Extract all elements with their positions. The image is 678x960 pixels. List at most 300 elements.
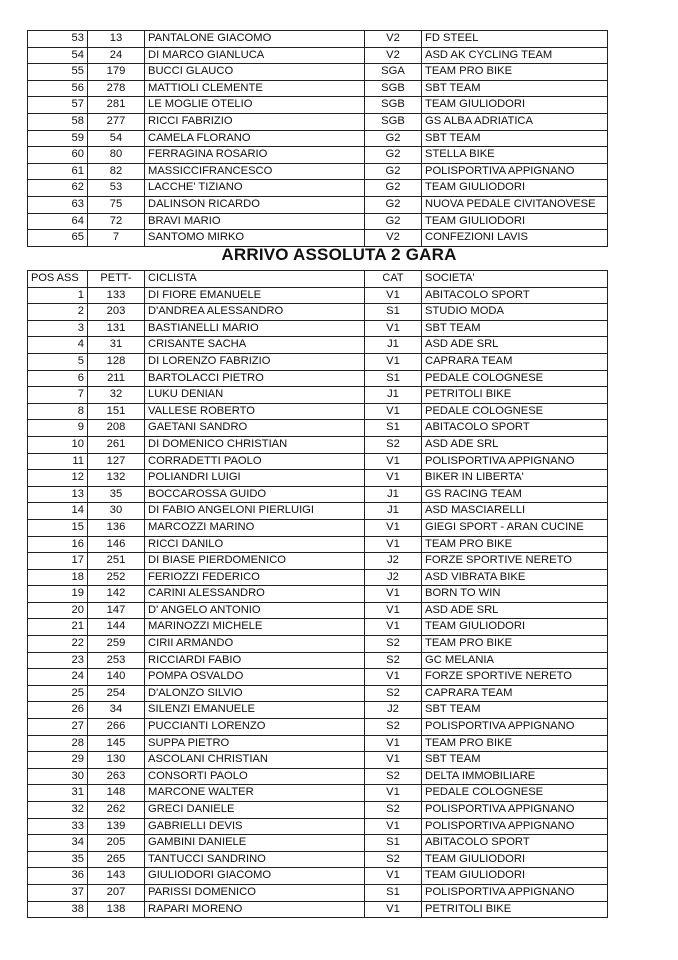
table-row bbox=[28, 453, 608, 470]
cell-category: S2 bbox=[365, 652, 422, 669]
cell-position: 12 bbox=[28, 470, 88, 487]
cell-position: 38 bbox=[28, 901, 88, 918]
cell-bib-number: 136 bbox=[88, 519, 145, 536]
cell-category: V1 bbox=[365, 353, 422, 370]
cell-category: V1 bbox=[365, 901, 422, 918]
cell-category: V1 bbox=[365, 519, 422, 536]
cell-position: 22 bbox=[28, 636, 88, 653]
table-row bbox=[28, 851, 608, 868]
results-table-previous bbox=[27, 30, 608, 247]
cell-team: FORZE SPORTIVE NERETO bbox=[422, 669, 608, 686]
cell-rider-name: ASCOLANI CHRISTIAN bbox=[145, 752, 365, 769]
cell-team: TEAM GIULIODORI bbox=[422, 180, 608, 197]
cell-position: 1 bbox=[28, 287, 88, 304]
cell-bib-number: 148 bbox=[88, 785, 145, 802]
cell-team: DELTA IMMOBILIARE bbox=[422, 768, 608, 785]
cell-position: 64 bbox=[28, 213, 88, 230]
table-row bbox=[28, 569, 608, 586]
cell-team: TEAM GIULIODORI bbox=[422, 851, 608, 868]
cell-position: 63 bbox=[28, 196, 88, 213]
cell-rider-name: BOCCAROSSA GUIDO bbox=[145, 486, 365, 503]
cell-category: J2 bbox=[365, 569, 422, 586]
table-row bbox=[28, 685, 608, 702]
cell-position: 23 bbox=[28, 652, 88, 669]
cell-bib-number: 35 bbox=[88, 486, 145, 503]
cell-position: 60 bbox=[28, 147, 88, 164]
cell-rider-name: PANTALONE GIACOMO bbox=[145, 31, 365, 48]
cell-position: 36 bbox=[28, 868, 88, 885]
table-row bbox=[28, 213, 608, 230]
table-row bbox=[28, 536, 608, 553]
table-row bbox=[28, 503, 608, 520]
cell-team: POLISPORTIVA APPIGNANO bbox=[422, 802, 608, 819]
cell-team: STUDIO MODA bbox=[422, 304, 608, 321]
table-row bbox=[28, 436, 608, 453]
cell-position: 27 bbox=[28, 719, 88, 736]
cell-team: FORZE SPORTIVE NERETO bbox=[422, 553, 608, 570]
table-row bbox=[28, 320, 608, 337]
cell-category: SGB bbox=[365, 97, 422, 114]
table-row bbox=[28, 586, 608, 603]
table-row bbox=[28, 735, 608, 752]
cell-category: S2 bbox=[365, 851, 422, 868]
table-row bbox=[28, 636, 608, 653]
cell-bib-number: 130 bbox=[88, 752, 145, 769]
cell-team: PETRITOLI BIKE bbox=[422, 387, 608, 404]
cell-position: 26 bbox=[28, 702, 88, 719]
cell-bib-number: 151 bbox=[88, 403, 145, 420]
cell-bib-number: 140 bbox=[88, 669, 145, 686]
cell-rider-name: DI MARCO GIANLUCA bbox=[145, 47, 365, 64]
table-row bbox=[28, 420, 608, 437]
cell-category: V1 bbox=[365, 586, 422, 603]
cell-category: G2 bbox=[365, 213, 422, 230]
cell-position: 14 bbox=[28, 503, 88, 520]
header-name: CICLISTA bbox=[145, 271, 365, 288]
cell-position: 59 bbox=[28, 130, 88, 147]
cell-position: 65 bbox=[28, 230, 88, 247]
table-row bbox=[28, 370, 608, 387]
cell-position: 24 bbox=[28, 669, 88, 686]
cell-bib-number: 139 bbox=[88, 818, 145, 835]
cell-team: SBT TEAM bbox=[422, 130, 608, 147]
cell-position: 29 bbox=[28, 752, 88, 769]
cell-rider-name: BRAVI MARIO bbox=[145, 213, 365, 230]
cell-position: 62 bbox=[28, 180, 88, 197]
cell-position: 61 bbox=[28, 163, 88, 180]
cell-bib-number: 146 bbox=[88, 536, 145, 553]
table-row bbox=[28, 337, 608, 354]
cell-category: G2 bbox=[365, 147, 422, 164]
cell-position: 9 bbox=[28, 420, 88, 437]
cell-category: J2 bbox=[365, 702, 422, 719]
cell-rider-name: SANTOMO MIRKO bbox=[145, 230, 365, 247]
cell-rider-name: SILENZI EMANUELE bbox=[145, 702, 365, 719]
cell-category: SGA bbox=[365, 64, 422, 81]
cell-bib-number: 138 bbox=[88, 901, 145, 918]
cell-bib-number: 7 bbox=[88, 230, 145, 247]
table-row bbox=[28, 602, 608, 619]
cell-rider-name: D'ALONZO SILVIO bbox=[145, 685, 365, 702]
cell-bib-number: 145 bbox=[88, 735, 145, 752]
cell-position: 31 bbox=[28, 785, 88, 802]
cell-team: ASD VIBRATA BIKE bbox=[422, 569, 608, 586]
table-row bbox=[28, 304, 608, 321]
cell-bib-number: 208 bbox=[88, 420, 145, 437]
table-row bbox=[28, 486, 608, 503]
cell-rider-name: POLIANDRI LUIGI bbox=[145, 470, 365, 487]
cell-position: 21 bbox=[28, 619, 88, 636]
cell-category: V1 bbox=[365, 453, 422, 470]
cell-team: TEAM PRO BIKE bbox=[422, 536, 608, 553]
table-row bbox=[28, 835, 608, 852]
cell-team: CAPRARA TEAM bbox=[422, 685, 608, 702]
table-row bbox=[28, 80, 608, 97]
cell-team: TEAM GIULIODORI bbox=[422, 97, 608, 114]
table-row bbox=[28, 901, 608, 918]
cell-team: ABITACOLO SPORT bbox=[422, 835, 608, 852]
header-cat: CAT bbox=[365, 271, 422, 288]
cell-category: V1 bbox=[365, 470, 422, 487]
cell-rider-name: LUKU DENIAN bbox=[145, 387, 365, 404]
cell-team: NUOVA PEDALE CIVITANOVESE bbox=[422, 196, 608, 213]
cell-position: 11 bbox=[28, 453, 88, 470]
cell-category: V1 bbox=[365, 403, 422, 420]
cell-team: TEAM GIULIODORI bbox=[422, 213, 608, 230]
cell-rider-name: PARISSI DOMENICO bbox=[145, 884, 365, 901]
cell-category: V1 bbox=[365, 287, 422, 304]
cell-rider-name: POMPA OSVALDO bbox=[145, 669, 365, 686]
cell-bib-number: 72 bbox=[88, 213, 145, 230]
cell-bib-number: 75 bbox=[88, 196, 145, 213]
cell-category: S2 bbox=[365, 636, 422, 653]
cell-rider-name: DI FABIO ANGELONI PIERLUIGI bbox=[145, 503, 365, 520]
table-row bbox=[28, 785, 608, 802]
cell-rider-name: D' ANGELO ANTONIO bbox=[145, 602, 365, 619]
cell-bib-number: 54 bbox=[88, 130, 145, 147]
cell-team: POLISPORTIVA APPIGNANO bbox=[422, 163, 608, 180]
cell-team: SBT TEAM bbox=[422, 80, 608, 97]
cell-bib-number: 277 bbox=[88, 113, 145, 130]
table-row bbox=[28, 196, 608, 213]
cell-rider-name: BUCCI GLAUCO bbox=[145, 64, 365, 81]
cell-bib-number: 251 bbox=[88, 553, 145, 570]
cell-position: 30 bbox=[28, 768, 88, 785]
cell-position: 58 bbox=[28, 113, 88, 130]
cell-team: PETRITOLI BIKE bbox=[422, 901, 608, 918]
cell-bib-number: 13 bbox=[88, 31, 145, 48]
cell-rider-name: CRISANTE SACHA bbox=[145, 337, 365, 354]
cell-bib-number: 253 bbox=[88, 652, 145, 669]
cell-category: V2 bbox=[365, 47, 422, 64]
cell-category: V1 bbox=[365, 735, 422, 752]
cell-rider-name: DI LORENZO FABRIZIO bbox=[145, 353, 365, 370]
table-row bbox=[28, 180, 608, 197]
cell-category: J1 bbox=[365, 486, 422, 503]
cell-team: TEAM GIULIODORI bbox=[422, 619, 608, 636]
cell-rider-name: RICCI DANILO bbox=[145, 536, 365, 553]
cell-rider-name: DI DOMENICO CHRISTIAN bbox=[145, 436, 365, 453]
table-row bbox=[28, 519, 608, 536]
table-row bbox=[28, 130, 608, 147]
cell-bib-number: 31 bbox=[88, 337, 145, 354]
cell-category: S2 bbox=[365, 436, 422, 453]
table-row bbox=[28, 802, 608, 819]
table-row bbox=[28, 230, 608, 247]
results-table-arrivo-assoluta bbox=[27, 270, 608, 918]
cell-category: V2 bbox=[365, 31, 422, 48]
cell-position: 28 bbox=[28, 735, 88, 752]
cell-bib-number: 205 bbox=[88, 835, 145, 852]
table-row bbox=[28, 113, 608, 130]
cell-bib-number: 278 bbox=[88, 80, 145, 97]
cell-team: POLISPORTIVA APPIGNANO bbox=[422, 884, 608, 901]
cell-bib-number: 128 bbox=[88, 353, 145, 370]
cell-position: 13 bbox=[28, 486, 88, 503]
cell-bib-number: 143 bbox=[88, 868, 145, 885]
cell-position: 6 bbox=[28, 370, 88, 387]
cell-bib-number: 254 bbox=[88, 685, 145, 702]
cell-bib-number: 265 bbox=[88, 851, 145, 868]
cell-team: SBT TEAM bbox=[422, 320, 608, 337]
cell-team: PEDALE COLOGNESE bbox=[422, 785, 608, 802]
cell-category: J1 bbox=[365, 503, 422, 520]
cell-position: 34 bbox=[28, 835, 88, 852]
cell-bib-number: 207 bbox=[88, 884, 145, 901]
cell-rider-name: CAMELA FLORANO bbox=[145, 130, 365, 147]
cell-team: SBT TEAM bbox=[422, 702, 608, 719]
cell-rider-name: MARCONE WALTER bbox=[145, 785, 365, 802]
table-row bbox=[28, 287, 608, 304]
cell-category: V1 bbox=[365, 320, 422, 337]
cell-rider-name: SUPPA PIETRO bbox=[145, 735, 365, 752]
cell-category: G2 bbox=[365, 130, 422, 147]
cell-rider-name: FERIOZZI FEDERICO bbox=[145, 569, 365, 586]
cell-rider-name: MASSICCIFRANCESCO bbox=[145, 163, 365, 180]
cell-position: 25 bbox=[28, 685, 88, 702]
cell-category: V1 bbox=[365, 785, 422, 802]
cell-rider-name: DI BIASE PIERDOMENICO bbox=[145, 553, 365, 570]
cell-bib-number: 263 bbox=[88, 768, 145, 785]
cell-position: 4 bbox=[28, 337, 88, 354]
cell-bib-number: 82 bbox=[88, 163, 145, 180]
cell-rider-name: RAPARI MORENO bbox=[145, 901, 365, 918]
cell-category: V1 bbox=[365, 602, 422, 619]
cell-position: 55 bbox=[28, 64, 88, 81]
cell-position: 20 bbox=[28, 602, 88, 619]
cell-category: G2 bbox=[365, 196, 422, 213]
cell-rider-name: LE MOGLIE OTELIO bbox=[145, 97, 365, 114]
cell-team: TEAM PRO BIKE bbox=[422, 64, 608, 81]
cell-team: PEDALE COLOGNESE bbox=[422, 370, 608, 387]
cell-position: 53 bbox=[28, 31, 88, 48]
cell-rider-name: MARINOZZI MICHELE bbox=[145, 619, 365, 636]
cell-team: TEAM GIULIODORI bbox=[422, 868, 608, 885]
table-row bbox=[28, 818, 608, 835]
cell-rider-name: GAETANI SANDRO bbox=[145, 420, 365, 437]
cell-team: CAPRARA TEAM bbox=[422, 353, 608, 370]
cell-position: 57 bbox=[28, 97, 88, 114]
cell-team: STELLA BIKE bbox=[422, 147, 608, 164]
cell-bib-number: 132 bbox=[88, 470, 145, 487]
table-row bbox=[28, 163, 608, 180]
cell-category: V1 bbox=[365, 752, 422, 769]
cell-team: POLISPORTIVA APPIGNANO bbox=[422, 818, 608, 835]
cell-rider-name: BARTOLACCI PIETRO bbox=[145, 370, 365, 387]
cell-rider-name: MATTIOLI CLEMENTE bbox=[145, 80, 365, 97]
cell-category: S2 bbox=[365, 768, 422, 785]
cell-rider-name: TANTUCCI SANDRINO bbox=[145, 851, 365, 868]
cell-category: V1 bbox=[365, 536, 422, 553]
cell-bib-number: 252 bbox=[88, 569, 145, 586]
cell-team: ASD ADE SRL bbox=[422, 337, 608, 354]
cell-rider-name: PUCCIANTI LORENZO bbox=[145, 719, 365, 736]
cell-position: 33 bbox=[28, 818, 88, 835]
table-row bbox=[28, 470, 608, 487]
cell-category: SGB bbox=[365, 113, 422, 130]
header-pos: POS ASS bbox=[28, 271, 88, 288]
cell-bib-number: 127 bbox=[88, 453, 145, 470]
cell-position: 54 bbox=[28, 47, 88, 64]
cell-rider-name: GIULIODORI GIACOMO bbox=[145, 868, 365, 885]
table-row bbox=[28, 619, 608, 636]
cell-rider-name: MARCOZZI MARINO bbox=[145, 519, 365, 536]
cell-bib-number: 131 bbox=[88, 320, 145, 337]
cell-category: S1 bbox=[365, 370, 422, 387]
table-row bbox=[28, 64, 608, 81]
table-row bbox=[28, 669, 608, 686]
cell-rider-name: VALLESE ROBERTO bbox=[145, 403, 365, 420]
table-row bbox=[28, 752, 608, 769]
cell-category: V1 bbox=[365, 669, 422, 686]
cell-category: J1 bbox=[365, 337, 422, 354]
table-row bbox=[28, 31, 608, 48]
table-row bbox=[28, 884, 608, 901]
cell-rider-name: GRECI DANIELE bbox=[145, 802, 365, 819]
cell-position: 37 bbox=[28, 884, 88, 901]
table-row bbox=[28, 702, 608, 719]
cell-bib-number: 53 bbox=[88, 180, 145, 197]
cell-position: 7 bbox=[28, 387, 88, 404]
cell-category: V1 bbox=[365, 619, 422, 636]
cell-category: J2 bbox=[365, 553, 422, 570]
cell-position: 16 bbox=[28, 536, 88, 553]
cell-team: FD STEEL bbox=[422, 31, 608, 48]
cell-category: J1 bbox=[365, 387, 422, 404]
cell-team: POLISPORTIVA APPIGNANO bbox=[422, 719, 608, 736]
header-soc: SOCIETA' bbox=[422, 271, 608, 288]
cell-bib-number: 144 bbox=[88, 619, 145, 636]
cell-bib-number: 262 bbox=[88, 802, 145, 819]
cell-team: BORN TO WIN bbox=[422, 586, 608, 603]
cell-team: ABITACOLO SPORT bbox=[422, 420, 608, 437]
table-row bbox=[28, 387, 608, 404]
cell-position: 15 bbox=[28, 519, 88, 536]
cell-bib-number: 259 bbox=[88, 636, 145, 653]
table-row bbox=[28, 553, 608, 570]
cell-bib-number: 34 bbox=[88, 702, 145, 719]
cell-rider-name: BASTIANELLI MARIO bbox=[145, 320, 365, 337]
cell-position: 17 bbox=[28, 553, 88, 570]
cell-team: ASD ADE SRL bbox=[422, 436, 608, 453]
cell-rider-name: FERRAGINA ROSARIO bbox=[145, 147, 365, 164]
cell-category: G2 bbox=[365, 180, 422, 197]
cell-rider-name: GAMBINI DANIELE bbox=[145, 835, 365, 852]
table-row bbox=[28, 868, 608, 885]
cell-position: 3 bbox=[28, 320, 88, 337]
table-row bbox=[28, 353, 608, 370]
table-header-row bbox=[28, 271, 608, 288]
cell-position: 10 bbox=[28, 436, 88, 453]
cell-position: 5 bbox=[28, 353, 88, 370]
cell-bib-number: 142 bbox=[88, 586, 145, 603]
cell-position: 8 bbox=[28, 403, 88, 420]
table-row bbox=[28, 97, 608, 114]
table-row bbox=[28, 768, 608, 785]
cell-category: V2 bbox=[365, 230, 422, 247]
table-row bbox=[28, 652, 608, 669]
cell-position: 32 bbox=[28, 802, 88, 819]
cell-position: 35 bbox=[28, 851, 88, 868]
cell-bib-number: 30 bbox=[88, 503, 145, 520]
cell-rider-name: RICCI FABRIZIO bbox=[145, 113, 365, 130]
cell-category: S1 bbox=[365, 835, 422, 852]
cell-position: 2 bbox=[28, 304, 88, 321]
cell-team: GS RACING TEAM bbox=[422, 486, 608, 503]
cell-team: ASD AK CYCLING TEAM bbox=[422, 47, 608, 64]
table-row bbox=[28, 47, 608, 64]
cell-bib-number: 203 bbox=[88, 304, 145, 321]
table-row bbox=[28, 147, 608, 164]
cell-category: S2 bbox=[365, 802, 422, 819]
cell-category: S1 bbox=[365, 304, 422, 321]
cell-team: TEAM PRO BIKE bbox=[422, 735, 608, 752]
cell-team: GC MELANIA bbox=[422, 652, 608, 669]
cell-team: BIKER IN LIBERTA' bbox=[422, 470, 608, 487]
cell-bib-number: 133 bbox=[88, 287, 145, 304]
cell-rider-name: CORRADETTI PAOLO bbox=[145, 453, 365, 470]
cell-rider-name: RICCIARDI FABIO bbox=[145, 652, 365, 669]
header-pett: PETT- bbox=[88, 271, 145, 288]
cell-rider-name: CIRII ARMANDO bbox=[145, 636, 365, 653]
cell-team: POLISPORTIVA APPIGNANO bbox=[422, 453, 608, 470]
cell-category: S1 bbox=[365, 420, 422, 437]
cell-bib-number: 266 bbox=[88, 719, 145, 736]
cell-position: 56 bbox=[28, 80, 88, 97]
cell-rider-name: GABRIELLI DEVIS bbox=[145, 818, 365, 835]
cell-position: 19 bbox=[28, 586, 88, 603]
table-row bbox=[28, 719, 608, 736]
cell-bib-number: 179 bbox=[88, 64, 145, 81]
cell-team: SBT TEAM bbox=[422, 752, 608, 769]
cell-team: ASD MASCIARELLI bbox=[422, 503, 608, 520]
cell-category: V1 bbox=[365, 818, 422, 835]
cell-team: ABITACOLO SPORT bbox=[422, 287, 608, 304]
cell-team: GS ALBA ADRIATICA bbox=[422, 113, 608, 130]
cell-rider-name: DALINSON RICARDO bbox=[145, 196, 365, 213]
cell-team: TEAM PRO BIKE bbox=[422, 636, 608, 653]
section-title: ARRIVO ASSOLUTA 2 GARA bbox=[221, 245, 457, 264]
cell-bib-number: 281 bbox=[88, 97, 145, 114]
cell-category: G2 bbox=[365, 163, 422, 180]
cell-rider-name: CARINI ALESSANDRO bbox=[145, 586, 365, 603]
cell-position: 18 bbox=[28, 569, 88, 586]
cell-category: S2 bbox=[365, 719, 422, 736]
cell-rider-name: CONSORTI PAOLO bbox=[145, 768, 365, 785]
cell-bib-number: 147 bbox=[88, 602, 145, 619]
cell-bib-number: 211 bbox=[88, 370, 145, 387]
table-row bbox=[28, 403, 608, 420]
